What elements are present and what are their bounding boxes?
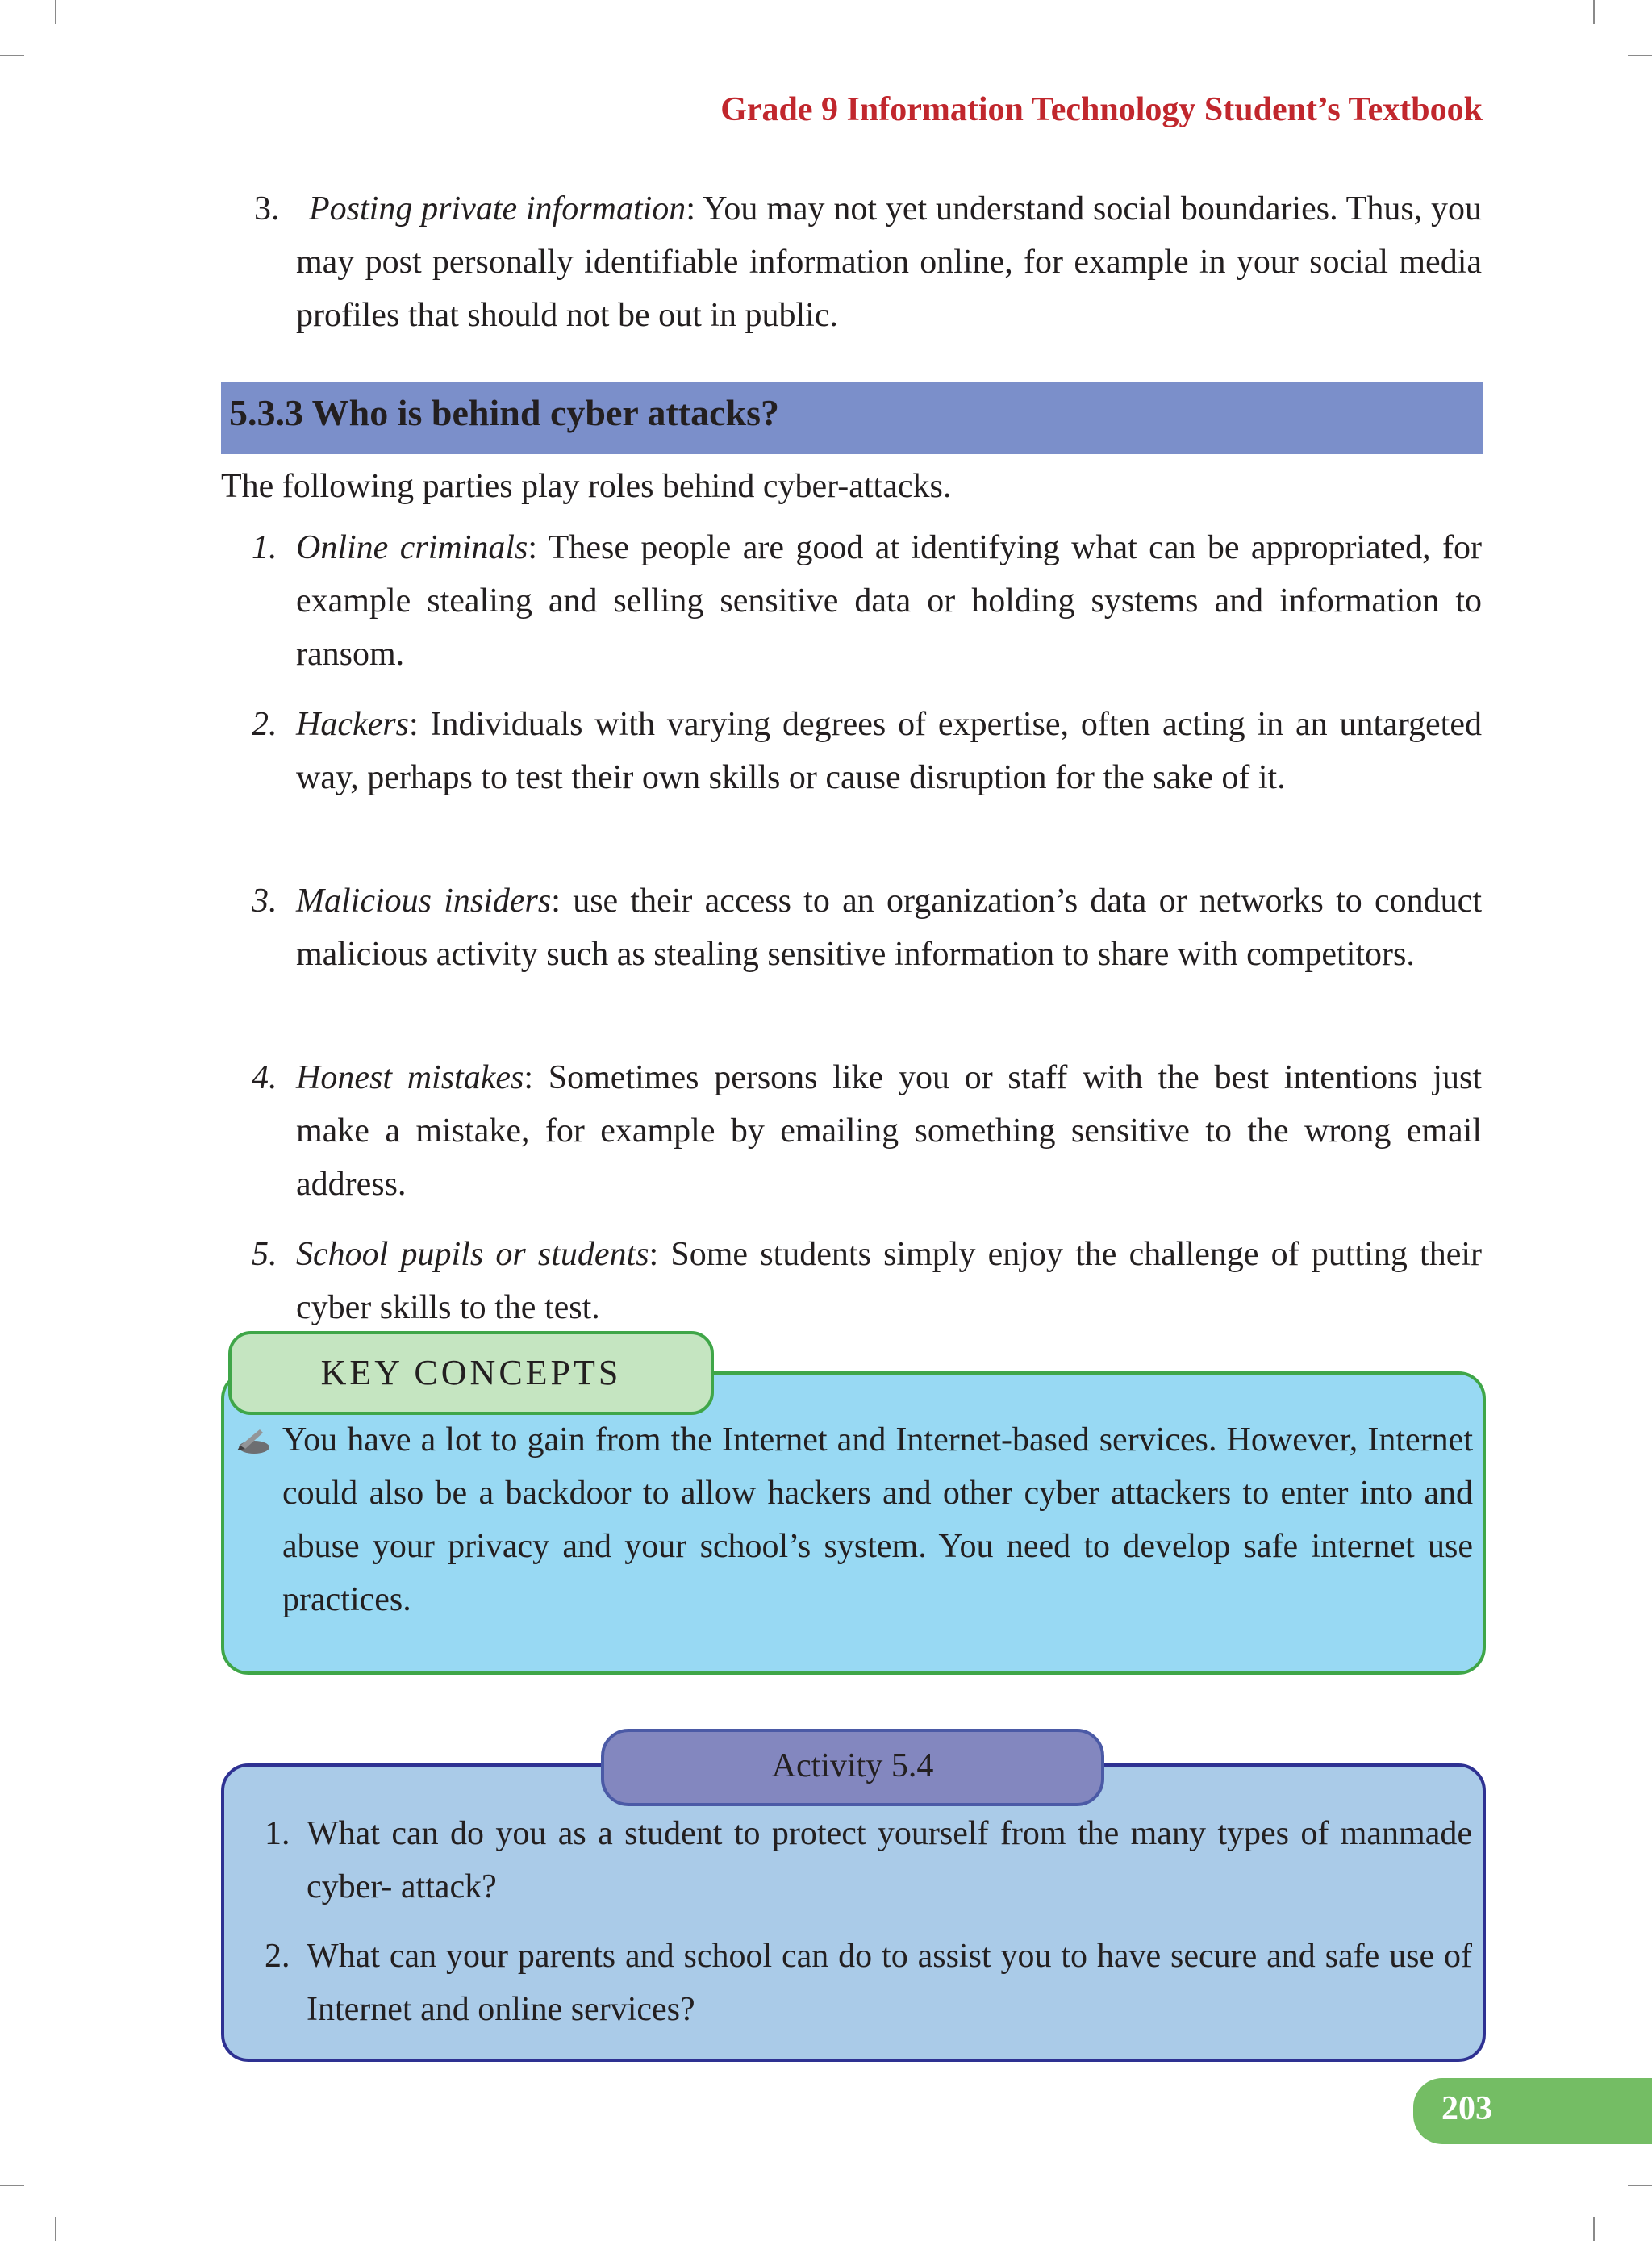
activity-tab (601, 1729, 1104, 1806)
activity-question (265, 1930, 1472, 2036)
key-concepts-tab (228, 1331, 714, 1415)
key-concepts-label: KEY CONCEPTS (320, 1353, 622, 1392)
item-number: 3. (254, 190, 280, 227)
item-number: 4. (252, 1059, 277, 1096)
list-item (252, 1228, 1482, 1334)
running-title: Grade 9 Information Technology Student’s Textbook (720, 91, 1483, 128)
item-text: : use their access to an organization’s data or networks to conduct malicious activity such as stealing sensitive information to share with competitors. (296, 883, 1482, 973)
item-text: : Some students simply enjoy the challenge of putting their cyber skills to the test. (296, 1236, 1482, 1326)
item-number: 3. (252, 883, 277, 920)
question-text: What can do you as a student to protect yourself from the many types of manmade cyber- attack? (307, 1815, 1472, 1905)
crop-mark (0, 55, 24, 56)
item-number: 5. (252, 1236, 277, 1273)
list-item (252, 521, 1482, 681)
crop-mark (1593, 2217, 1595, 2241)
item-number: 2. (252, 706, 277, 743)
item-term: Honest mistakes (296, 1059, 524, 1096)
item-text: : Sometimes persons like you or staff with the best intentions just make a mistake, for example by emailing something sensitive to the wrong email address. (296, 1059, 1482, 1203)
question-text: What can your parents and school can do to assist you to have secure and safe use of Internet and online services? (307, 1938, 1472, 2028)
item-term: Hackers (296, 706, 409, 743)
item-text: : You may not yet understand social boundaries. Thus, you may post personally identifiable information online, for example in your social media profiles that should not be out in public. (296, 190, 1483, 334)
list-item (252, 874, 1482, 981)
crop-mark (0, 2185, 24, 2186)
crop-mark (55, 2217, 56, 2241)
crop-mark (1593, 0, 1595, 24)
item-text: : These people are good at identifying what can be appropriated, for example stealing and selling sensitive data or holding systems and information to ransom. (296, 529, 1482, 673)
section-heading: 5.3.3 Who is behind cyber attacks? (229, 392, 780, 433)
item-term: Posting private information (309, 190, 686, 227)
pen-icon (234, 1426, 271, 1455)
item-text: : Individuals with varying degrees of expertise, often acting in an untargeted way, perhaps to test their own skills or cause disruption for the sake of it. (296, 706, 1482, 796)
crop-mark (1628, 2185, 1652, 2186)
item-term: Online criminals (296, 529, 528, 566)
activity-label: Activity 5.4 (771, 1747, 934, 1784)
list-item (252, 698, 1482, 804)
key-concepts-text: You have a lot to gain from the Internet and Internet-based services. However, Internet could also be a backdoor to allow hackers and other cyber attackers to enter into and abuse your privacy and your school’s system. You need to develop safe internet use practices. (282, 1421, 1473, 1618)
question-number: 1. (265, 1815, 290, 1852)
list-item (254, 182, 1483, 342)
item-term: School pupils or students (296, 1236, 649, 1273)
activity-question (265, 1807, 1472, 1913)
crop-mark (1628, 55, 1652, 56)
crop-mark (55, 0, 56, 24)
question-number: 2. (265, 1938, 290, 1975)
page-number: 203 (1441, 2090, 1492, 2127)
section-lead: The following parties play roles behind cyber-attacks. (221, 468, 952, 505)
list-item (252, 1051, 1482, 1211)
item-term: Malicious insiders (296, 883, 552, 920)
item-number: 1. (252, 529, 277, 566)
section-heading-bar (221, 382, 1483, 454)
